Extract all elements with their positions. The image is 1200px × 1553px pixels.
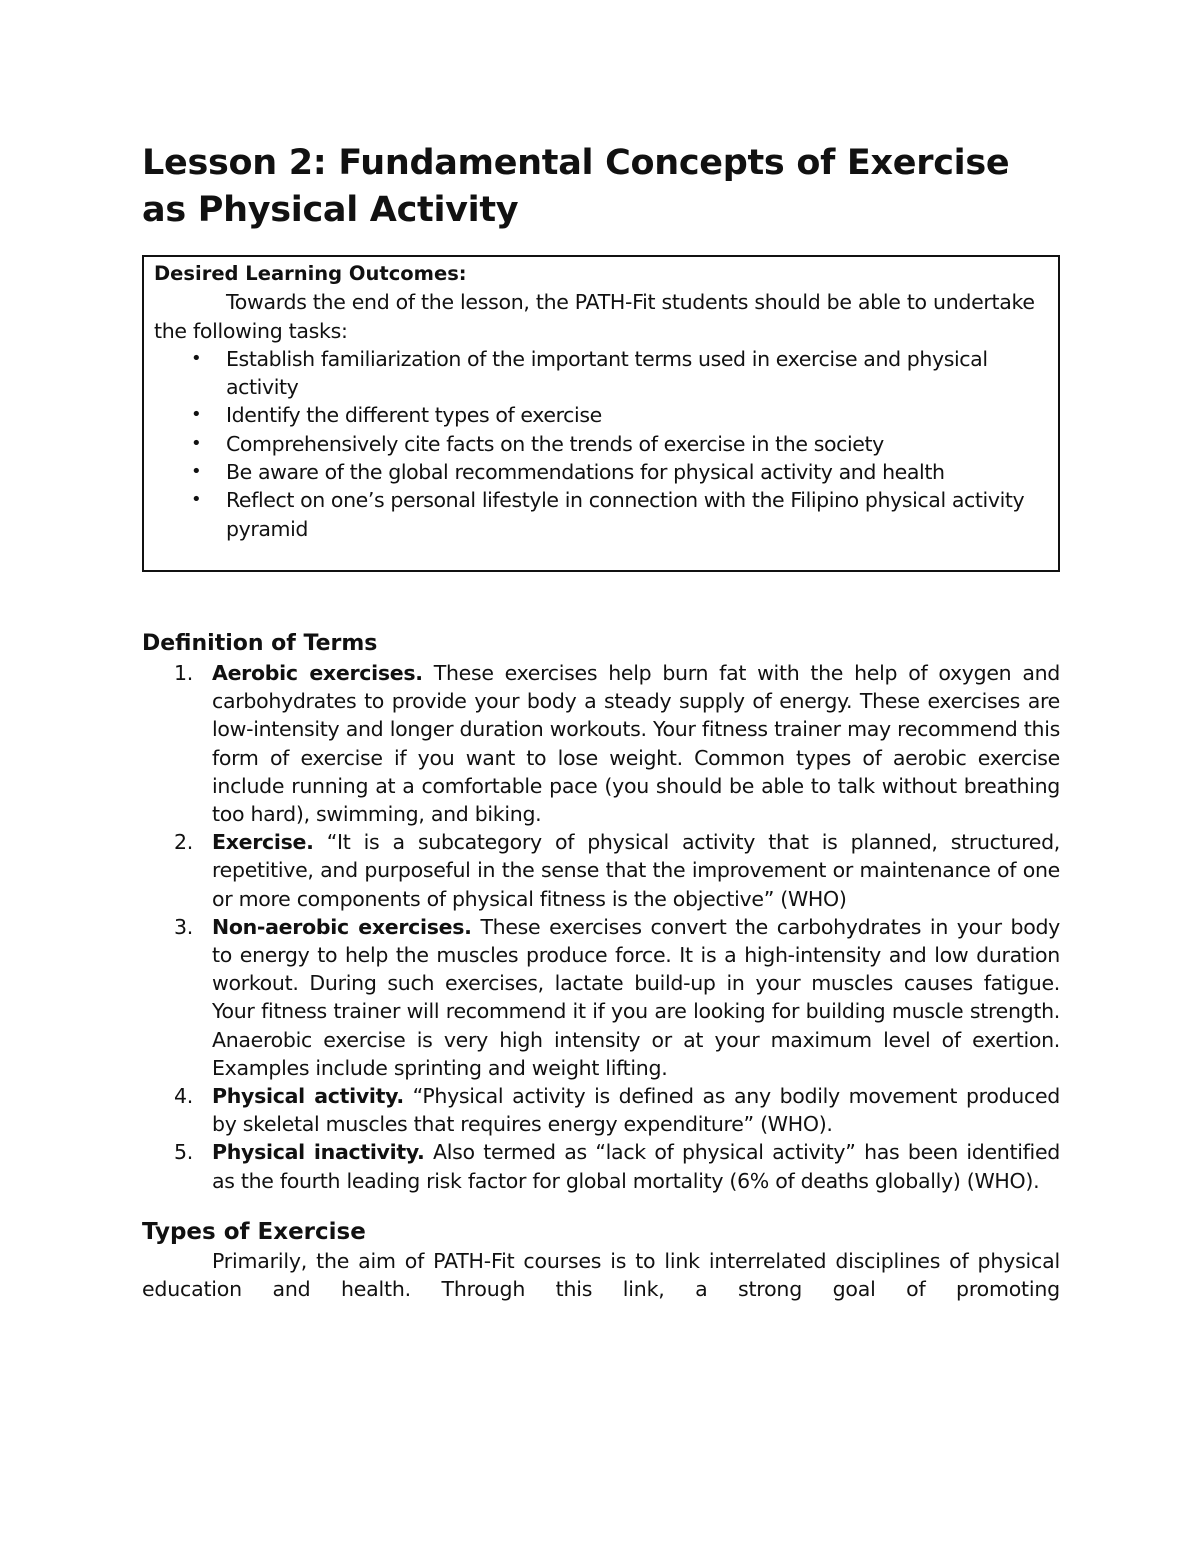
definition-number: 1. [174, 661, 193, 685]
definition-number: 3. [174, 914, 193, 939]
learning-outcome-text: Reflect on one’s personal lifestyle in connection with the Filipino physical activity pyramid [226, 488, 1025, 541]
learning-outcome-text: Establish familiarization of the important terms used in exercise and physical activity [226, 346, 988, 400]
lesson-title: Lesson 2: Fundamental Concepts of Exercise as Physical Activity [142, 143, 1010, 230]
definition-number: 4. [174, 1084, 193, 1109]
learning-outcome-item [191, 345, 1048, 402]
definition-term: Non-aerobic exercises. [212, 914, 472, 939]
learning-outcomes-box [142, 255, 1060, 572]
definition-list [142, 659, 1060, 1195]
definition-number: 2. [174, 830, 193, 855]
learning-outcomes-heading: Desired Learning Outcomes: [154, 262, 467, 285]
bullet-icon: • [191, 347, 202, 369]
definition-text: These exercises convert the carbohydrates in your body to energy to help the muscles produce force. It is a high-intensity and low duration workout. During such exercises, lactate build-up in your muscles causes fatigue. Your fitness trainer will recommend it if you are looking for building muscle strength. Anaerobic exercise is very high intensity or at your maximum level of exertion. Examples include sprinting and weight lifting. [212, 914, 1060, 1080]
learning-outcome-item [191, 458, 1048, 486]
types-of-exercise-paragraph: Primarily, the aim of PATH-Fit courses is to link interrelated disciplines of physical education and health. Through this link, a strong goal of promoting [142, 1248, 1060, 1302]
learning-outcomes-intro: Towards the end of the lesson, the PATH-Fit students should be able to undertake the following tasks: [154, 290, 1035, 343]
bullet-icon: • [191, 489, 202, 511]
definition-text: “It is a subcategory of physical activity that is planned, structured, repetitive, and purposeful in the sense that the improvement or maintenance of one or more components of physical fitness is the objective” (WHO) [212, 830, 1060, 911]
definition-term: Physical activity. [212, 1084, 404, 1109]
definition-item [174, 828, 1060, 913]
learning-outcomes-list [154, 345, 1048, 543]
definition-item [174, 913, 1060, 1082]
learning-outcome-text: Be aware of the global recommendations for physical activity and health [226, 460, 945, 485]
definition-item [174, 659, 1061, 828]
definition-text: These exercises help burn fat with the help of oxygen and carbohydrates to provide your body a steady supply of energy. These exercises are low-intensity and longer duration workouts. Your fitness trainer may recommend this form of exercise if you want to lose weight. Common types of aerobic exercise include running at a comfortable pace (you should be able to talk without breathing too hard), swimming, and biking. [212, 661, 1061, 827]
definition-term: Aerobic exercises. [212, 661, 423, 685]
learning-outcome-text: Comprehensively cite facts on the trends of exercise in the society [226, 431, 884, 456]
definition-item [174, 1082, 1060, 1138]
types-of-exercise-heading: Types of Exercise [142, 1218, 366, 1245]
definition-term: Physical inactivity. [212, 1140, 425, 1165]
bullet-icon: • [191, 432, 202, 454]
bullet-icon: • [191, 404, 202, 426]
learning-outcome-text: Identify the different types of exercise [226, 403, 602, 428]
definition-of-terms-heading: Definition of Terms [142, 631, 378, 656]
definition-item [174, 1138, 1060, 1194]
learning-outcome-item [191, 486, 1048, 543]
definition-term: Exercise. [212, 830, 314, 855]
definition-text: “Physical activity is defined as any bodily movement produced by skeletal muscles that requires energy expenditure” (WHO). [212, 1084, 1060, 1137]
definition-number: 5. [174, 1140, 193, 1165]
definition-text: Also termed as “lack of physical activity” has been identified as the fourth leading risk factor for global mortality (6% of deaths globally) (WHO). [212, 1140, 1060, 1193]
learning-outcome-item [191, 430, 1048, 458]
learning-outcome-item [191, 401, 1048, 429]
bullet-icon: • [191, 461, 202, 483]
document-page [142, 140, 1060, 1303]
